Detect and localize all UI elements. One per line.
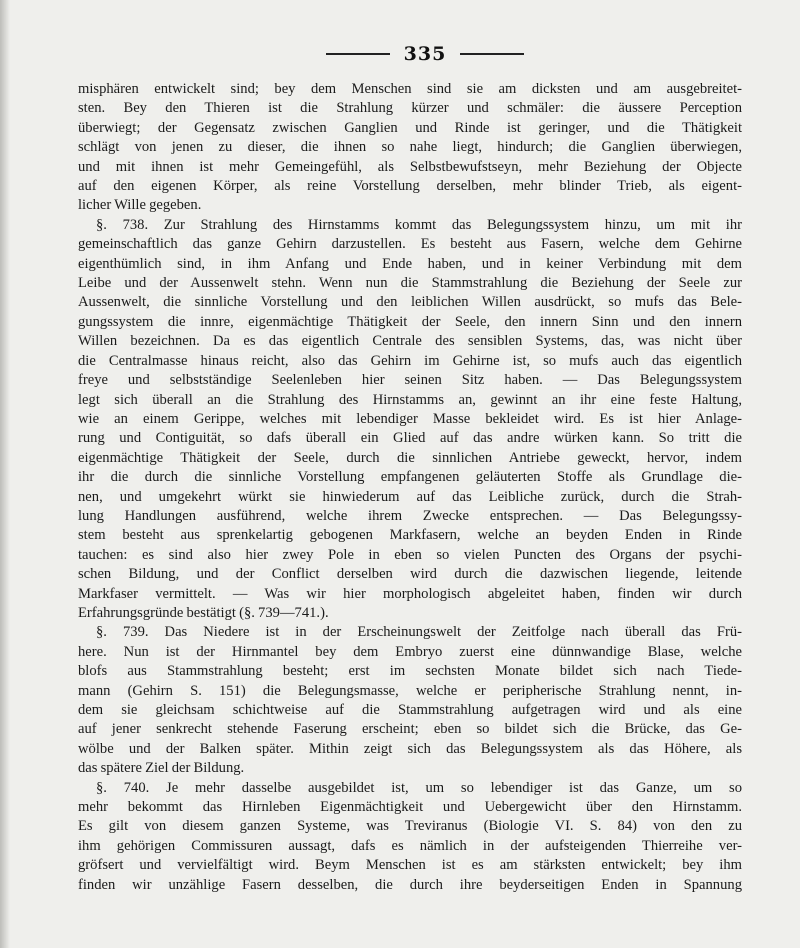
text-line: finden wir unzählige Fasern desselben, die durch ihre beyderseitigen Enden in Spannung [78, 876, 742, 893]
text-line: Markfaser vermittelt. — Was wir hier morphologisch abgeleitet haben, finden wir durch [78, 585, 742, 602]
text-line: Willen bezeichnen. Da es das eigentlich Centrale des sensiblen Systems, das, was nicht über [78, 333, 742, 350]
text-line: here. Nun ist der Hirnmantel bey dem Embryo zuerst eine dünnwandige Blase, welche [78, 643, 742, 660]
text-line: lung Handlungen ausführend, welche ihrem Zwecke entsprechen. — Das Belegungssy- [78, 507, 742, 524]
text-line: stem besteht aus sprenkelartig gebogenen Markfasern, welche an beyden Enden in Rinde [78, 527, 742, 544]
text-line: tauchen: es sind also hier zwey Pole in eben so vielen Puncten des Organs der psychi- [78, 546, 742, 563]
text-line: gröfsert und vervielfältigt wird. Beym Menschen ist es am stärksten entwickelt; bey ihm [78, 857, 742, 874]
text-line: Erfahrungsgründe bestätigt (§. 739—741.). [78, 604, 329, 621]
text-line: nen, und umgekehrt würkt sie hinwiederum auf das Leibliche zurück, durch die Strah- [78, 488, 742, 505]
text-line: rung und Contiguität, so dafs überall ein Glied auf das andre würken kann. So tritt die [78, 430, 742, 447]
text-line: Leibe und der Aussenwelt stehn. Wenn nun die Stammstrahlung die Beziehung der Seele zur [78, 275, 742, 292]
text-line: ihr die durch die sinnliche Vorstellung empfangenen geläuterten Stoffe als Grundlage die- [78, 469, 742, 486]
text-line: das spätere Ziel der Bildung. [78, 760, 245, 777]
text-line: auf den eigenen Körper, als reine Vorstellung derselben, mehr blinder Trieb, als eigent- [78, 178, 742, 195]
text-line: wie an einem Gerippe, welches mit lebendiger Masse bekleidet wird. Es ist hier Anlage- [78, 410, 742, 427]
header-rule-left [326, 53, 390, 55]
text-line: §. 739. Das Niedere ist in der Erscheinungswelt der Zeitfolge nach überall das Frü- [96, 624, 742, 641]
page-number: 335 [403, 43, 447, 65]
text-line: wölbe und der Balken später. Mithin zeigt sich das Belegungssystem als das Höhere, als [78, 740, 742, 757]
text-line: §. 740. Je mehr dasselbe ausgebildet ist, um so lebendiger ist das Ganze, um so [96, 779, 742, 796]
text-line: ihm gehörigen Commissuren aussagt, dafs es nämlich in der aufsteigenden Thierreihe ver- [78, 837, 742, 854]
text-line: überwiegt; der Gegensatz zwischen Ganglien und Rinde ist geringer, und die Thätigkeit [78, 119, 742, 136]
text-line: blofs aus Stammstrahlung besteht; erst im sechsten Monate bildet sich nach Tiede- [78, 663, 742, 680]
text-line: mehr bekommt das Hirnleben Eigenmächtigkeit und Uebergewicht über den Hirnstamm. [78, 799, 742, 816]
header-rule-right [460, 53, 524, 55]
text-line: licher Wille gegeben. [78, 197, 202, 214]
text-line: legt sich überall an die Strahlung des Hirnstamms an, gewinnt an ihr eine feste Haltung, [78, 391, 742, 408]
text-line: §. 738. Zur Strahlung des Hirnstamms kommt das Belegungssystem hinzu, um mit ihr [96, 216, 742, 233]
text-line: gemeinschaftlich das ganze Gehirn darzustellen. Es besteht aus Fasern, welche dem Gehirne [78, 236, 742, 253]
text-line: Es gilt von diesem ganzen Systeme, was Treviranus (Biologie VI. S. 84) von den zu [78, 818, 742, 835]
text-line: gungssystem die innre, eigenmächtige Thätigkeit der Seele, den innern Sinn und den innern [78, 313, 742, 330]
body-text [78, 80, 742, 895]
text-line: sten. Bey den Thieren ist die Strahlung kürzer und schmäler: die äussere Perception [78, 100, 742, 117]
text-line: schen Bildung, und der Conflict derselben wird durch die dazwischen liegende, leitende [78, 566, 742, 583]
text-line: schlägt von jenen zu dieser, die ihnen so nahe liegt, hindurch; die Ganglien überwiegen, [78, 139, 742, 156]
text-line: eigenmächtige Thätigkeit der Seele, durch die sinnlichen Antriebe geweckt, hervor, indem [78, 449, 742, 466]
text-line: freye und selbstständige Seelenleben hier seinen Sitz haben. — Das Belegungssystem [78, 372, 742, 389]
text-line: Aussenwelt, die sinnliche Vorstellung und den leiblichen Willen ausdrückt, so mufs das Bele- [78, 294, 742, 311]
text-line: misphären entwickelt sind; bey dem Menschen sind sie am dicksten und am ausgebreitet- [78, 81, 742, 97]
page-header [78, 42, 742, 66]
text-line: dem sie gleichsam schichtweise auf die Stammstrahlung aufgetragen wird und als eine [78, 702, 742, 718]
text-line: und mit ihnen ist mehr Gemeingefühl, als Selbstbewufstseyn, mehr Beziehung der Objecte [78, 158, 742, 175]
text-line: eigenthümlich sind, in ihm Anfang und Ende haben, und in keiner Verbindung mit dem [78, 255, 742, 272]
text-line: die Centralmasse hinaus reicht, also das Gehirn im Gehirne ist, so mufs auch das eigentlich [78, 352, 742, 369]
text-line: mann (Gehirn S. 151) die Belegungsmasse, welche er peripherische Strahlung nennt, in- [78, 682, 742, 699]
text-line: auf jener senkrecht stehende Faserung erscheint; eben so bildet sich die Brücke, das Ge- [78, 721, 742, 738]
